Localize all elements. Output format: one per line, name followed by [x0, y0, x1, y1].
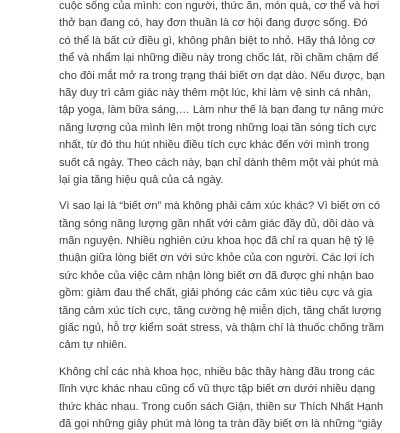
text-line: cảm tự nhiên.	[59, 339, 127, 352]
paragraph-spacer	[59, 355, 349, 364]
text-line: Không chỉ các nhà khoa học, nhiều bậc thầy hàng đầu trong các	[59, 365, 375, 378]
text-line: lại gia tăng hiệu quả của cả ngày.	[59, 173, 224, 186]
text-line: thở bạn đang có, hay đơn thuần là cơ hội đang được sống. Đó	[59, 17, 368, 30]
text-line: sức khỏe của việc cảm nhận lòng biết ơn đã được ghi nhận bao	[59, 269, 374, 282]
paragraph-masters	[59, 364, 384, 433]
text-line: năng lượng của mình lên một trong những loại tần sóng tích cực	[59, 121, 377, 134]
text-line: tăng cảm xúc tích cực, tăng cường hệ miễn dịch, tăng chất lượng	[59, 304, 382, 317]
text-line: cuộc sống của mình: con người, thức ăn, món quà, cơ thể và hơi	[59, 0, 380, 12]
text-line: hãy duy trì cảm giác này thêm một lúc, khi làm vệ sinh cá nhân,	[59, 86, 372, 99]
text-line: cho đôi mắt mở ra trong trạng thái biết ơn dạt dào. Nếu được, bạn	[59, 69, 385, 82]
paragraph-why-gratitude	[59, 198, 384, 355]
paragraph-spacer	[59, 189, 349, 198]
text-line: tập yoga, làm bữa sáng,… Làm như thế là bạn đang tự nâng mức	[59, 104, 384, 117]
article-body	[59, 0, 385, 433]
text-line: Vì sao lại là “biết ơn” mà không phải cảm xúc khác? Vì biết ơn có	[59, 200, 381, 213]
text-line: giấc ngủ, hỗ trợ kiểm soát stress, và thậm chí là thuốc chống trầm	[59, 322, 384, 335]
text-line: thức khác nhau. Trong cuốn sách Giận, thiền sư Thích Nhất Hạnh	[59, 400, 384, 413]
text-line: thể và nhẩm lại những điều này trong chốc lát, rồi chầm chậm để	[59, 52, 379, 65]
text-line: lĩnh vực khác nhau cũng cổ vũ thực tập biết ơn dưới nhiều dạng	[59, 383, 376, 396]
text-line: gồm: giảm đau thể chất, giải phóng các cảm xúc tiêu cực và gia	[59, 287, 373, 300]
paragraph-morning-gratitude	[59, 0, 385, 189]
text-line: thuận giữa lòng biết ơn với sức khỏe của con người. Các lợi ích	[59, 252, 375, 265]
text-line: đã gọi những giây phút mà lòng ta tràn đầy biết ơn là những “giây	[59, 417, 383, 430]
text-line: mãn nguyện. Nhiều nghiên cứu khoa học đã chỉ ra quan hệ tỷ lệ	[59, 235, 375, 248]
text-line: nhất, từ đó thu hút nhiều điều tích cực khác đến với mình trong	[59, 139, 370, 152]
text-line: tầng sóng năng lượng gần nhất với cảm giác đầy đủ, dồi dào và	[59, 217, 374, 230]
text-line: có thể là bất cứ điều gì, không phân biệt to nhỏ. Hãy thả lỏng cơ	[59, 34, 376, 47]
text-line: suốt cả ngày. Theo cách này, bạn chỉ dành thêm một vài phút mà	[59, 156, 379, 169]
